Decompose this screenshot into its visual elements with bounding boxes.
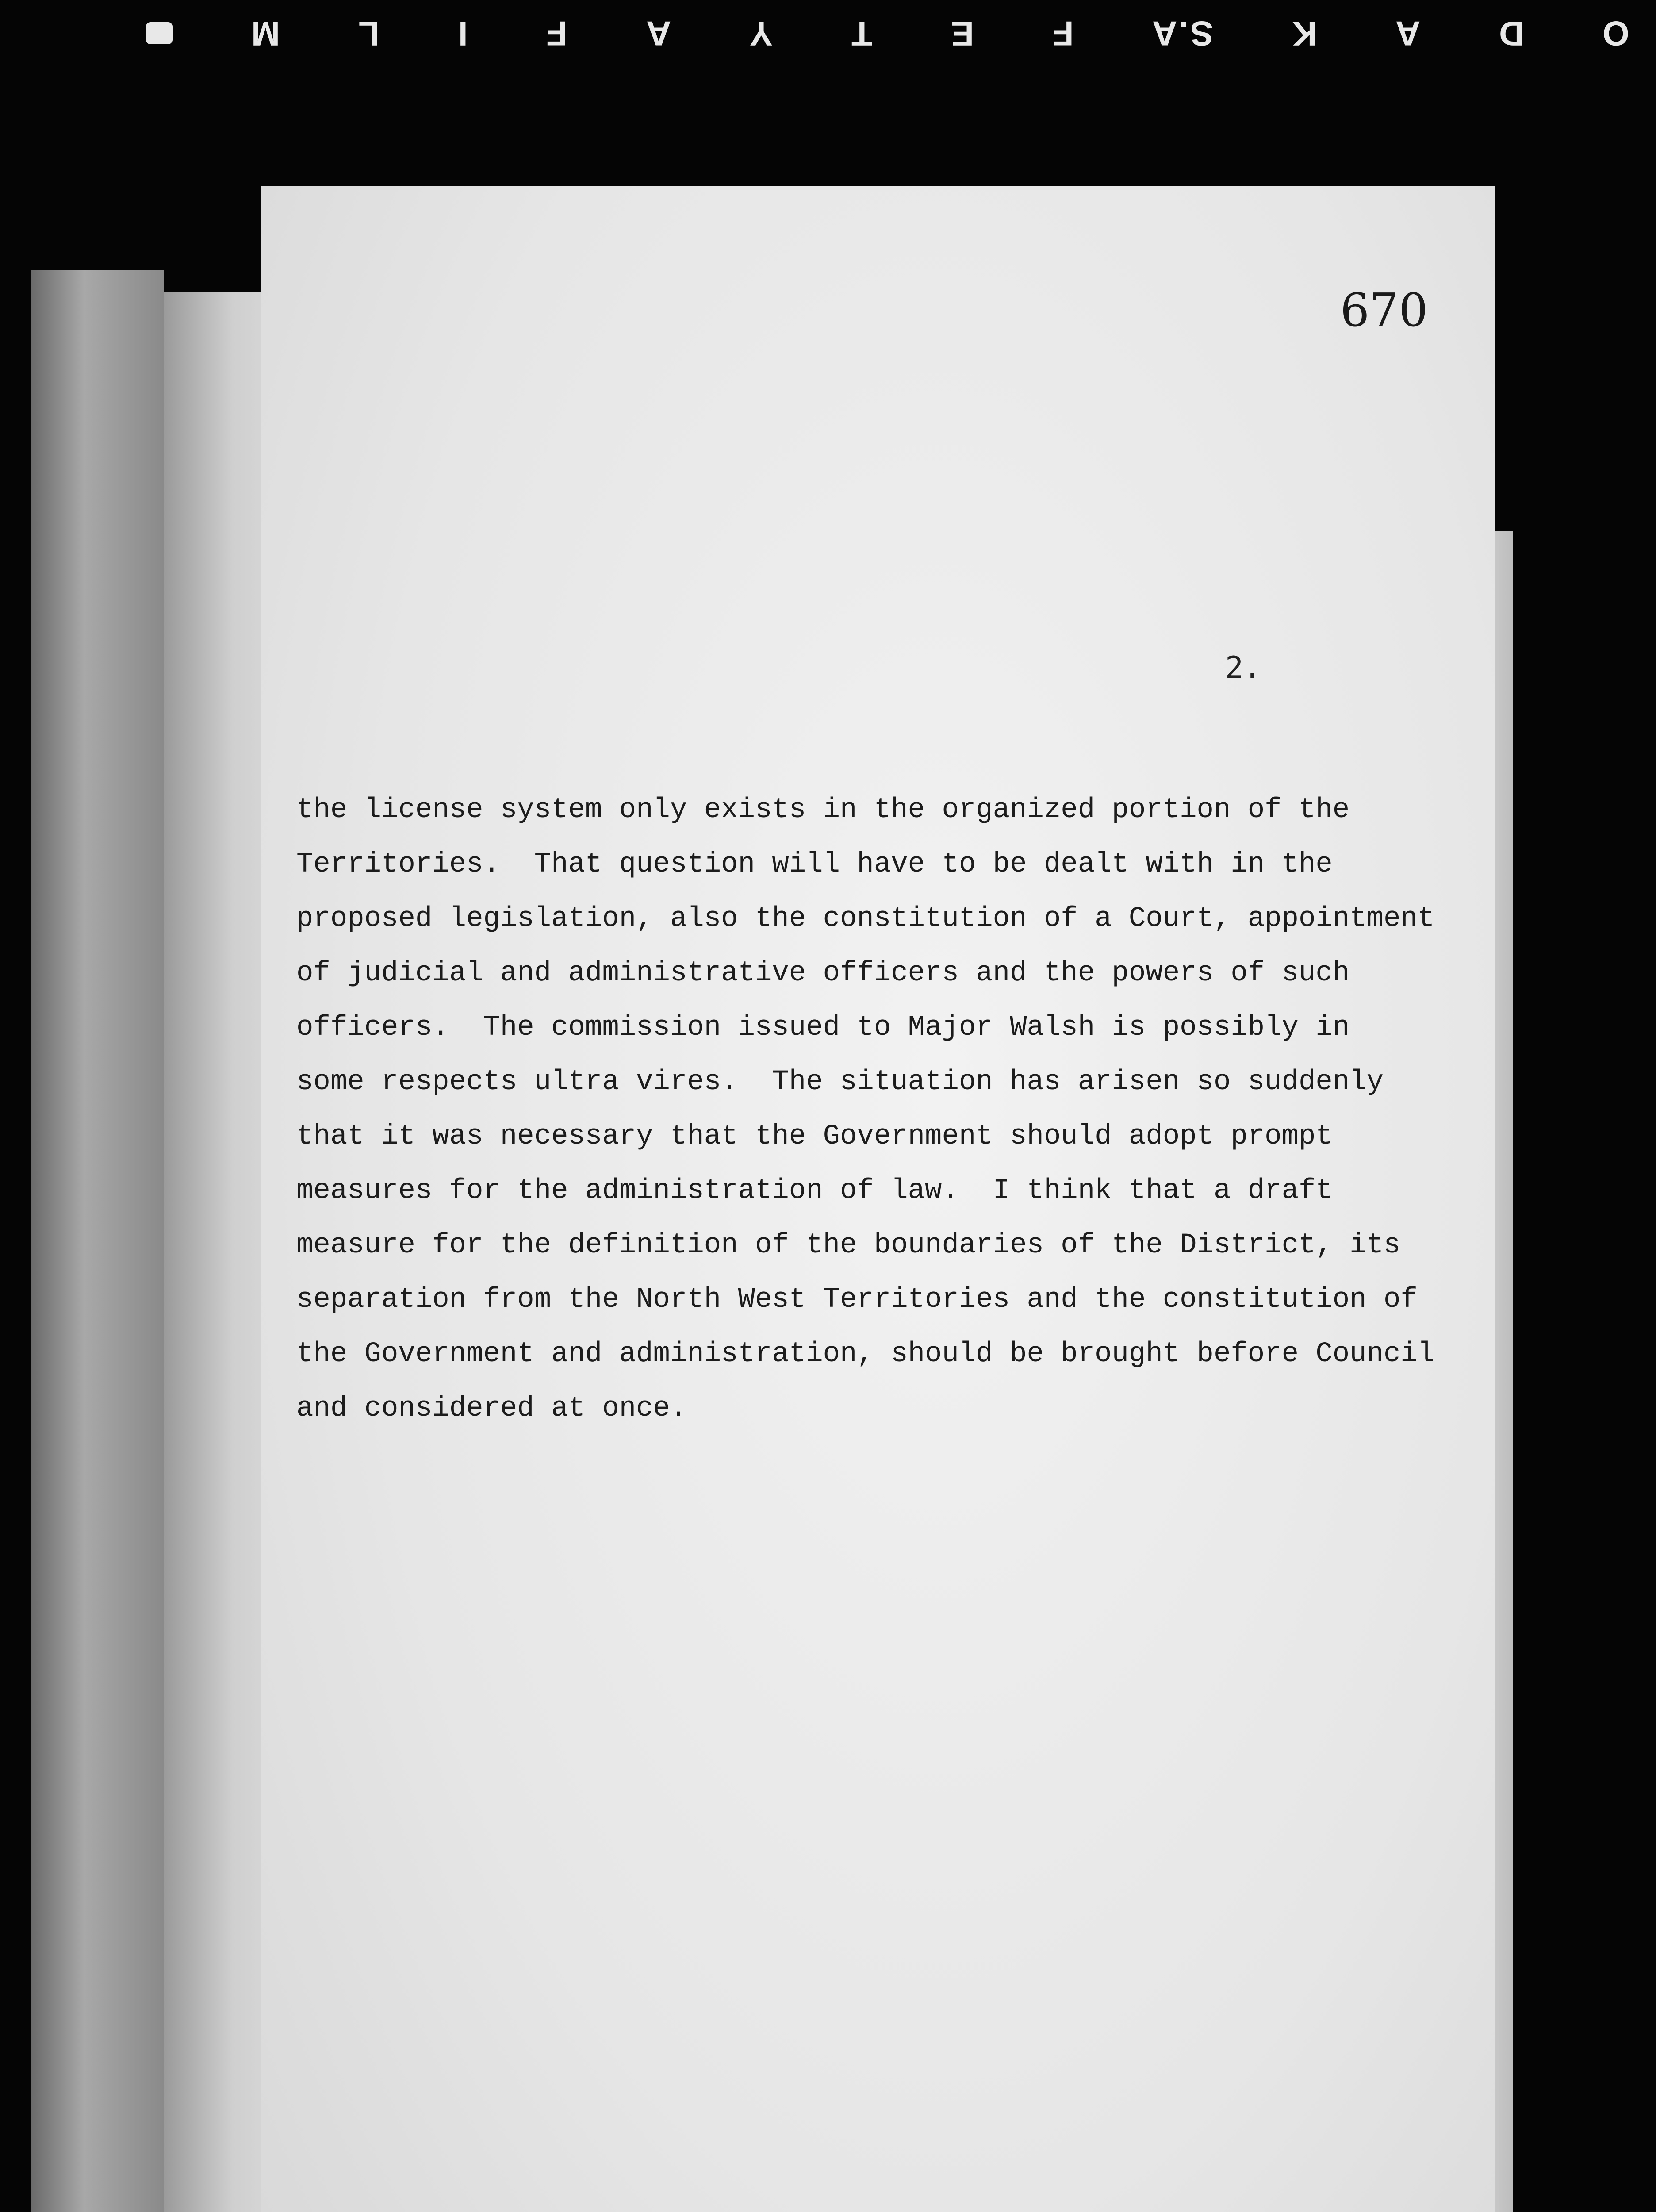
body-line: measures for the administration of law. I think that a draft — [296, 1175, 1333, 1207]
document-body — [296, 783, 1438, 1436]
section-number: 2. — [1225, 650, 1261, 685]
film-edge-mark: O — [1601, 14, 1629, 53]
body-line: Territories. That question will have to be dealt with in the — [296, 849, 1333, 880]
page-number: 670 — [1340, 283, 1428, 337]
body-line: of judicial and administrative officers and the powers of such — [296, 957, 1350, 989]
film-edge-mark: F — [544, 14, 567, 53]
underlying-sheet — [31, 270, 164, 2212]
film-edge-mark: S.A — [1150, 14, 1214, 53]
film-edge-mark: D — [1497, 14, 1524, 53]
film-edge-mark: A — [644, 14, 671, 53]
body-line: and considered at once. — [296, 1393, 687, 1425]
film-edge-mark: E — [949, 14, 974, 53]
film-edge-mark: F — [1050, 14, 1074, 53]
film-edge-mark: K — [1290, 14, 1317, 53]
film-edge-mark: L — [356, 14, 380, 53]
body-line: some respects ultra vires. The situation has arisen so suddenly — [296, 1066, 1384, 1098]
film-edge-mark: T — [849, 14, 873, 53]
film-edge-mark: M — [249, 14, 280, 53]
film-edge-mark: Y — [748, 14, 773, 53]
film-edge-markings — [0, 0, 1656, 66]
film-edge-mark: I — [456, 14, 468, 53]
film-edge-block-icon — [146, 22, 172, 44]
body-line: the license system only exists in the organized portion of the — [296, 794, 1350, 826]
body-line: separation from the North West Territories and the constitution of — [296, 1284, 1418, 1316]
body-line: the Government and administration, should be brought before Council — [296, 1338, 1435, 1370]
body-line: proposed legislation, also the constitution of a Court, appointment — [296, 903, 1435, 935]
body-line: measure for the definition of the boundaries of the District, its — [296, 1229, 1401, 1261]
body-line: that it was necessary that the Government should adopt prompt — [296, 1121, 1333, 1152]
film-edge-mark: A — [1394, 14, 1421, 53]
body-line: officers. The commission issued to Major Walsh is possibly in — [296, 1012, 1350, 1044]
